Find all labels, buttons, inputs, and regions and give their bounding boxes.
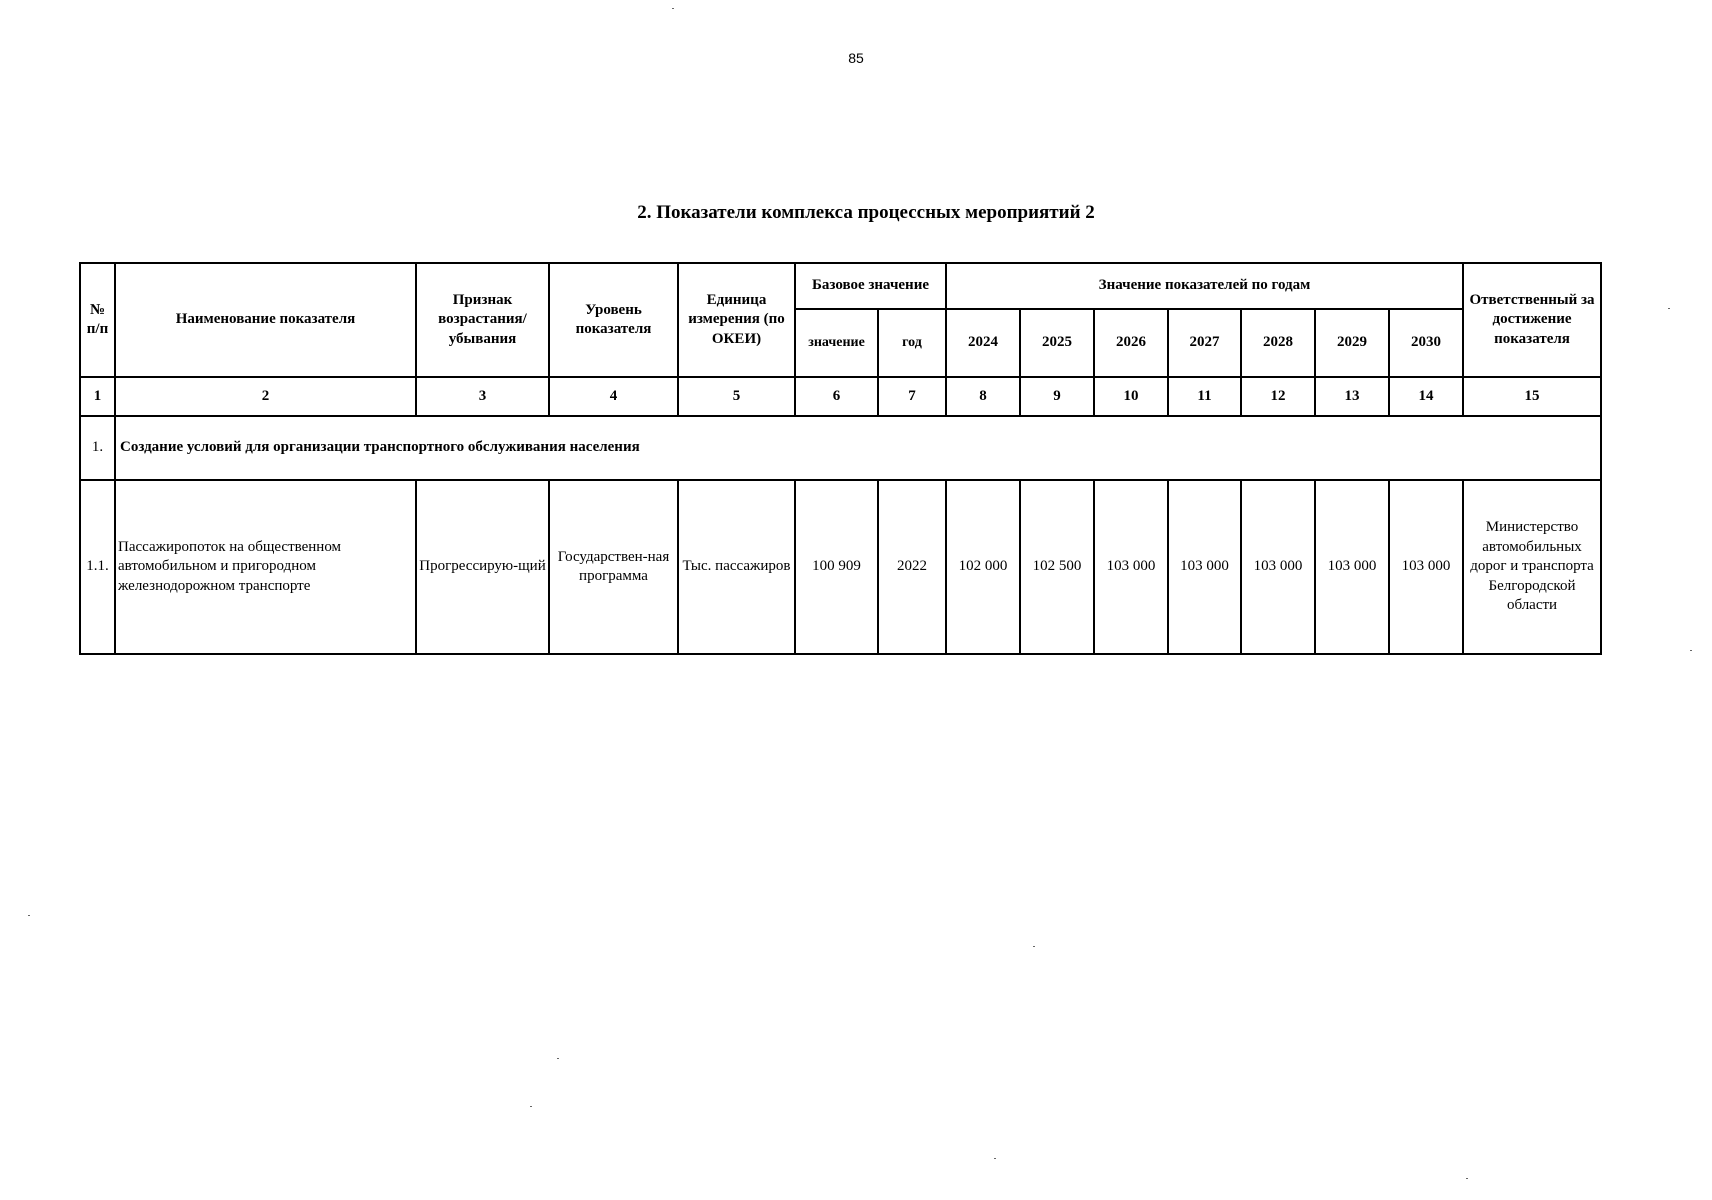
header-years-group: Значение показателей по годам (946, 263, 1463, 309)
document-title: 2. Показатели комплекса процессных мероприятий 2 (637, 202, 1095, 223)
indicator-level: Государствен-ная программа (549, 480, 678, 654)
header-level: Уровень показателя (549, 263, 678, 377)
header-year-2028: 2028 (1241, 309, 1315, 377)
column-number: 2 (115, 377, 416, 416)
column-number: 3 (416, 377, 549, 416)
column-number: 6 (795, 377, 878, 416)
scan-speck (1668, 308, 1670, 309)
scan-speck (28, 915, 30, 916)
table-row (80, 480, 1601, 654)
column-number: 10 (1094, 377, 1168, 416)
row-number: 1.1. (80, 480, 115, 654)
header-name: Наименование показателя (115, 263, 416, 377)
value-2027: 103 000 (1168, 480, 1241, 654)
column-number: 5 (678, 377, 795, 416)
column-numbers-row (80, 377, 1601, 416)
scan-speck (1466, 1178, 1468, 1179)
column-number: 9 (1020, 377, 1094, 416)
indicator-sign: Прогрессирую-щий (416, 480, 549, 654)
scan-speck (1033, 946, 1035, 947)
column-number: 8 (946, 377, 1020, 416)
header-responsible: Ответственный за достижение показателя (1463, 263, 1601, 377)
header-unit: Единица измерения (по ОКЕИ) (678, 263, 795, 377)
header-base-year: год (878, 309, 946, 377)
scan-speck (1690, 650, 1692, 651)
responsible-organization: Министерство автомобильных дорог и транспорта Белгородской области (1463, 480, 1601, 654)
scan-speck (530, 1106, 532, 1107)
header-base: Базовое значение (795, 263, 946, 309)
value-2024: 102 000 (946, 480, 1020, 654)
column-number: 15 (1463, 377, 1601, 416)
value-2029: 103 000 (1315, 480, 1389, 654)
column-number: 13 (1315, 377, 1389, 416)
indicator-name: Пассажиропоток на общественном автомобильном и пригородном железнодорожном транспорте (115, 480, 416, 654)
section-number: 1. (80, 416, 115, 480)
header-year-2029: 2029 (1315, 309, 1389, 377)
header-row-1 (80, 263, 1601, 309)
indicator-unit: Тыс. пассажиров (678, 480, 795, 654)
page-number: 85 (848, 50, 864, 66)
header-sign: Признак возрастания/ убывания (416, 263, 549, 377)
value-2026: 103 000 (1094, 480, 1168, 654)
column-number: 12 (1241, 377, 1315, 416)
value-2028: 103 000 (1241, 480, 1315, 654)
column-number: 11 (1168, 377, 1241, 416)
section-title: Создание условий для организации транспортного обслуживания населения (115, 416, 1601, 480)
column-number: 4 (549, 377, 678, 416)
header-year-2024: 2024 (946, 309, 1020, 377)
header-num: № п/п (80, 263, 115, 377)
header-year-2026: 2026 (1094, 309, 1168, 377)
scan-speck (994, 1158, 996, 1159)
base-value: 100 909 (795, 480, 878, 654)
value-2030: 103 000 (1389, 480, 1463, 654)
header-year-2030: 2030 (1389, 309, 1463, 377)
header-base-value: значение (795, 309, 878, 377)
column-number: 1 (80, 377, 115, 416)
value-2025: 102 500 (1020, 480, 1094, 654)
column-number: 7 (878, 377, 946, 416)
header-year-2027: 2027 (1168, 309, 1241, 377)
column-number: 14 (1389, 377, 1463, 416)
scan-speck (557, 1058, 559, 1059)
base-year: 2022 (878, 480, 946, 654)
section-row (80, 416, 1601, 480)
indicators-table (79, 262, 1602, 655)
scan-speck (672, 8, 674, 9)
header-year-2025: 2025 (1020, 309, 1094, 377)
